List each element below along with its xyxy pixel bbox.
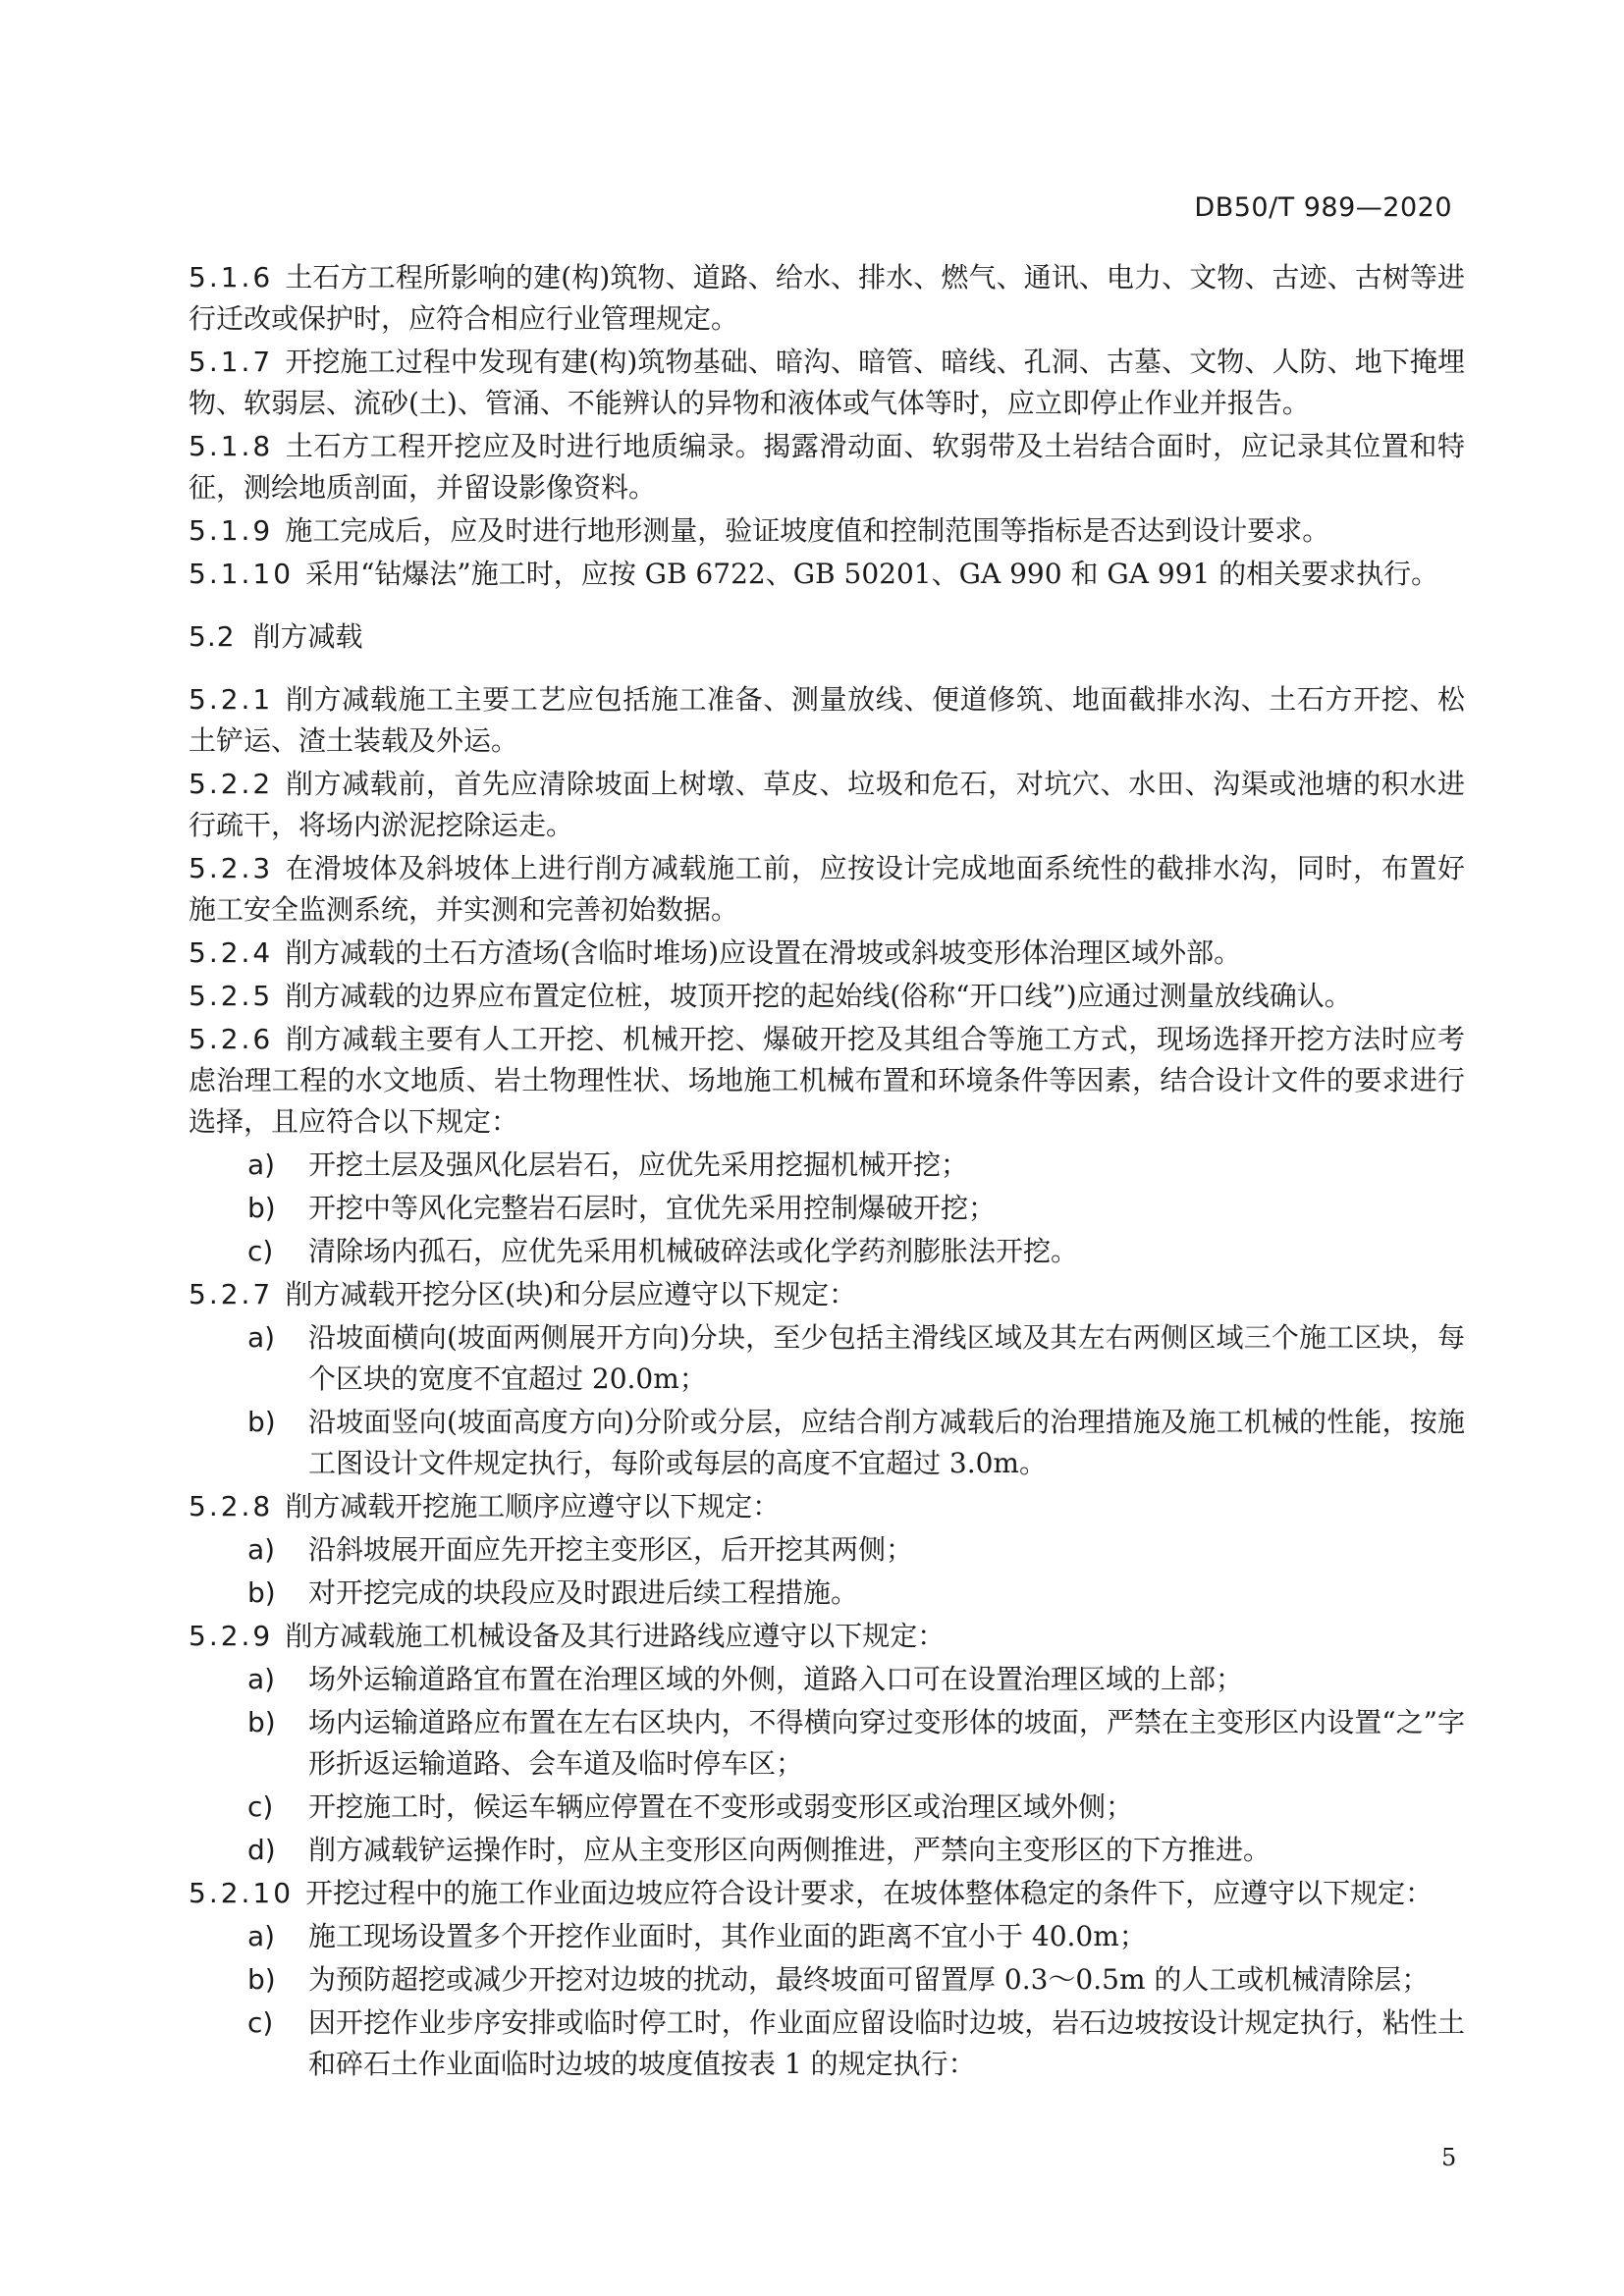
clause-text: 采用“钻爆法”施工时，应按 GB 6722、GB 50201、GA 990 和 GA 991 的相关要求执行。 [305,558,1439,590]
clause-text: 削方减载的土石方渣场(含临时堆场)应设置在滑坡或斜坡变形体治理区域外部。 [285,936,1242,969]
clause-number: 5.2.4 [189,936,274,969]
list-item-text: 沿坡面横向(坡面两侧展开方向)分块，至少包括主滑线区域及其左右两侧区域三个施工区块，每个区块的宽度不宜超过 20.0m； [308,1321,1465,1395]
list-item-text: 施工现场设置多个开挖作业面时，其作业面的距离不宜小于 40.0m； [308,1920,1147,1952]
clause-paragraph [189,426,1465,508]
clause-text: 削方减载的边界应布置定位桩，坡顶开挖的起始线(俗称“开口线”)应通过测量放线确认。 [285,980,1352,1012]
clause-text: 削方减载开挖分区(块)和分层应遵守以下规定： [285,1278,857,1310]
clause-paragraph [189,342,1465,424]
clause-number: 5.2.5 [189,980,274,1012]
clause-text: 削方减载前，首先应清除坡面上树墩、草皮、垃圾和危石，对坑穴、水田、沟渠或池塘的积水进行疏干，将场内淤泥挖除运走。 [189,768,1465,841]
clause-number: 5.2.1 [189,683,274,716]
list-item [189,1529,1465,1571]
clause-number: 5.1.6 [189,261,274,294]
clause-paragraph [189,510,1465,552]
clause-paragraph [189,679,1465,762]
list-item-label: a) [247,1920,276,1952]
list-item-text: 开挖中等风化完整岩石层时，宜优先采用控制爆破开挖； [308,1192,997,1224]
list-item-label: c) [247,2006,274,2039]
list-item-label: b) [247,1963,276,1996]
clause-text: 削方减载开挖施工顺序应遵守以下规定： [285,1490,781,1522]
clause-paragraph [189,1486,1465,1527]
list-item-text: 削方减载铲运操作时，应从主变形区向两侧推进，严禁向主变形区的下方推进。 [308,1834,1272,1866]
list-item [189,1188,1465,1229]
clause-text: 施工完成后，应及时进行地形测量，验证坡度值和控制范围等指标是否达到设计要求。 [285,514,1330,547]
clause-paragraph [189,848,1465,931]
list-item [189,1231,1465,1272]
list-item-label: a) [247,1148,276,1181]
list-item-text: 场外运输道路宜布置在治理区域的外侧，道路入口可在设置治理区域的上部； [308,1663,1244,1695]
list-item-label: a) [247,1321,276,1354]
list-item-text: 开挖土层及强风化层岩石，应优先采用挖掘机械开挖； [308,1148,969,1181]
list-item-text: 沿坡面竖向(坡面高度方向)分阶或分层，应结合削方减载后的治理措施及施工机械的性能，按施工图设计文件规定执行，每阶或每层的高度不宜超过 3.0m。 [308,1406,1465,1479]
list-item-text: 清除场内孤石，应优先采用机械破碎法或化学药剂膨胀法开挖。 [308,1235,1079,1267]
list-item-label: d) [247,1834,276,1866]
clause-paragraph [189,554,1465,595]
clause-paragraph [189,933,1465,974]
list-item-text: 沿斜坡展开面应先开挖主变形区，后开挖其两侧； [308,1533,914,1566]
page-number: 5 [1441,2144,1457,2171]
list-item-label: a) [247,1533,276,1566]
section-heading [189,616,1465,658]
clause-number: 5.1.9 [189,514,274,547]
clause-paragraph [189,1274,1465,1315]
clause-text: 开挖过程中的施工作业面边坡应符合设计要求，在坡体整体稳定的条件下，应遵守以下规定： [305,1877,1434,1909]
list-item [189,1317,1465,1400]
list-item [189,2002,1465,2085]
clause-number: 5.2.3 [189,852,274,884]
list-item [189,1402,1465,1484]
list-item-text: 因开挖作业步序安排或临时停工时，作业面应留设临时边坡，岩石边坡按设计规定执行，粘性土和碎石土作业面临时边坡的坡度值按表 1 的规定执行： [308,2006,1465,2080]
clause-paragraph [189,976,1465,1017]
clause-number: 5.2.7 [189,1278,274,1310]
list-item-label: c) [247,1790,274,1823]
clause-number: 5.2.10 [189,1877,295,1909]
list-item [189,1959,1465,2001]
clause-paragraph [189,1616,1465,1657]
list-item-label: b) [247,1406,276,1438]
list-item [189,1702,1465,1785]
clause-paragraph [189,257,1465,340]
clause-number: 5.1.10 [189,558,295,590]
list-item-text: 场内运输道路应布置在左右区块内，不得横向穿过变形体的坡面，严禁在主变形区内设置“之”字形折返运输道路、会车道及临时停车区； [308,1706,1465,1780]
clause-text: 削方减载施工主要工艺应包括施工准备、测量放线、便道修筑、地面截排水沟、土石方开挖、松土铲运、渣土装载及外运。 [189,683,1465,757]
document-code-header: DB50/T 989—2020 [1194,192,1452,223]
document-body [189,257,1465,2087]
list-item-label: a) [247,1663,276,1695]
clause-paragraph [189,1019,1465,1143]
list-item-label: b) [247,1706,276,1738]
section-title: 削方减载 [252,620,363,653]
list-item [189,1659,1465,1700]
list-item-text: 开挖施工时，候运车辆应停置在不变形或弱变形区或治理区域外侧； [308,1790,1134,1823]
clause-text: 削方减载施工机械设备及其行进路线应遵守以下规定： [285,1620,946,1652]
list-item [189,1145,1465,1186]
list-item [189,1573,1465,1614]
clause-text: 土石方工程开挖应及时进行地质编录。揭露滑动面、软弱带及土岩结合面时，应记录其位置和特征，测绘地质剖面，并留设影像资料。 [189,430,1465,504]
clause-paragraph [189,764,1465,846]
list-item-text: 对开挖完成的块段应及时跟进后续工程措施。 [308,1576,859,1609]
clause-number: 5.2.9 [189,1620,274,1652]
list-item [189,1787,1465,1828]
clause-text: 削方减载主要有人工开挖、机械开挖、爆破开挖及其组合等施工方式，现场选择开挖方法时应考虑治理工程的水文地质、岩土物理性状、场地施工机械布置和环境条件等因素，结合设计文件的要求进行选择，且应符合以下规定： [189,1023,1465,1138]
clause-text: 在滑坡体及斜坡体上进行削方减载施工前，应按设计完成地面系统性的截排水沟，同时，布置好施工安全监测系统，并实测和完善初始数据。 [189,852,1465,926]
list-item-label: b) [247,1192,276,1224]
clause-number: 5.2.6 [189,1023,274,1055]
clause-paragraph [189,1873,1465,1914]
clause-number: 5.2.2 [189,768,274,800]
clause-number: 5.1.7 [189,346,274,378]
list-item-text: 为预防超挖或减少开挖对边坡的扰动，最终坡面可留置厚 0.3～0.5m 的人工或机械清除层； [308,1963,1430,1996]
list-item [189,1830,1465,1871]
clause-number: 5.2.8 [189,1490,274,1522]
clause-number: 5.1.8 [189,430,274,462]
clause-text: 开挖施工过程中发现有建(构)筑物基础、暗沟、暗管、暗线、孔洞、古墓、文物、人防、地下掩埋物、软弱层、流砂(土)、管涌、不能辨认的异物和液体或气体等时，应立即停止作业并报告。 [189,346,1465,419]
section-number: 5.2 [189,620,236,653]
list-item-label: c) [247,1235,274,1267]
list-item [189,1916,1465,1957]
list-item-label: b) [247,1576,276,1609]
clause-text: 土石方工程所影响的建(构)筑物、道路、给水、排水、燃气、通讯、电力、文物、古迹、古树等进行迁改或保护时，应符合相应行业管理规定。 [189,261,1465,335]
